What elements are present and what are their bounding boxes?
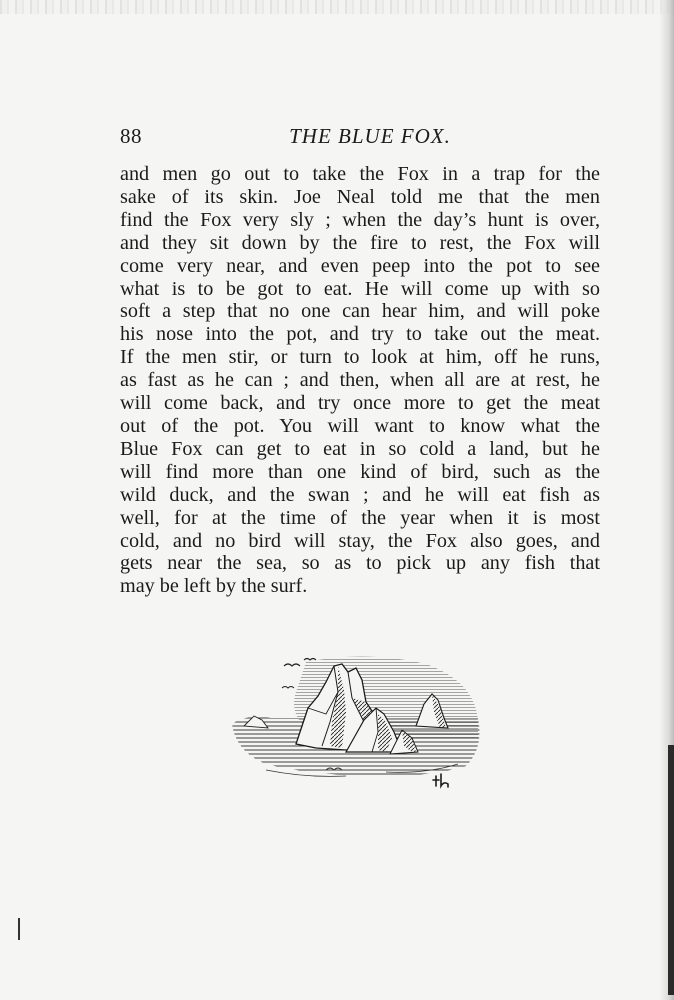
text-line: sake of its skin. Joe Neal told me that the men [120,185,600,208]
running-head: THE BLUE FOX. [289,124,451,148]
scan-mark [18,918,20,940]
text-line: will find more than one kind of bird, such as the [120,460,600,483]
binding-shadow [668,745,674,995]
text-line: will come back, and try once more to get the meat [120,392,600,415]
text-line: cold, and no bird will stay, the Fox also goes, and [120,529,600,552]
text-line: wild duck, and the swan ; and he will eat fish as [120,483,600,506]
text-line: his nose into the pot, and try to take out the meat. [120,323,600,346]
text-line: may be left by the surf. [120,575,308,598]
iceberg-vignette-icon [226,652,488,802]
text-line: and they sit down by the fire to rest, the Fox will [120,231,600,254]
text-line: soft a step that no one can hear him, and will poke [120,300,600,323]
text-line: well, for at the time of the year when it is most [120,506,600,529]
text-line: find the Fox very sly ; when the day’s hunt is over, [120,208,600,231]
text-line: If the men stir, or turn to look at him, off he runs, [120,346,600,369]
text-line: out of the pot. You will want to know what the [120,414,600,437]
text-line: and men go out to take the Fox in a trap for the [120,163,600,185]
iceberg-illustration [226,652,488,802]
text-line: come very near, and even peep into the pot to see [120,254,600,277]
page-header [120,124,600,154]
page-number: 88 [120,124,142,148]
text-line: what is to be got to eat. He will come up with so [120,277,600,300]
body-text [120,163,600,598]
text-line: gets near the sea, so as to pick up any fish that [120,552,600,575]
page-top-edge [0,0,674,14]
text-line: as fast as he can ; and then, when all are at rest, he [120,369,600,392]
text-line: Blue Fox can get to eat in so cold a land, but he [120,437,600,460]
